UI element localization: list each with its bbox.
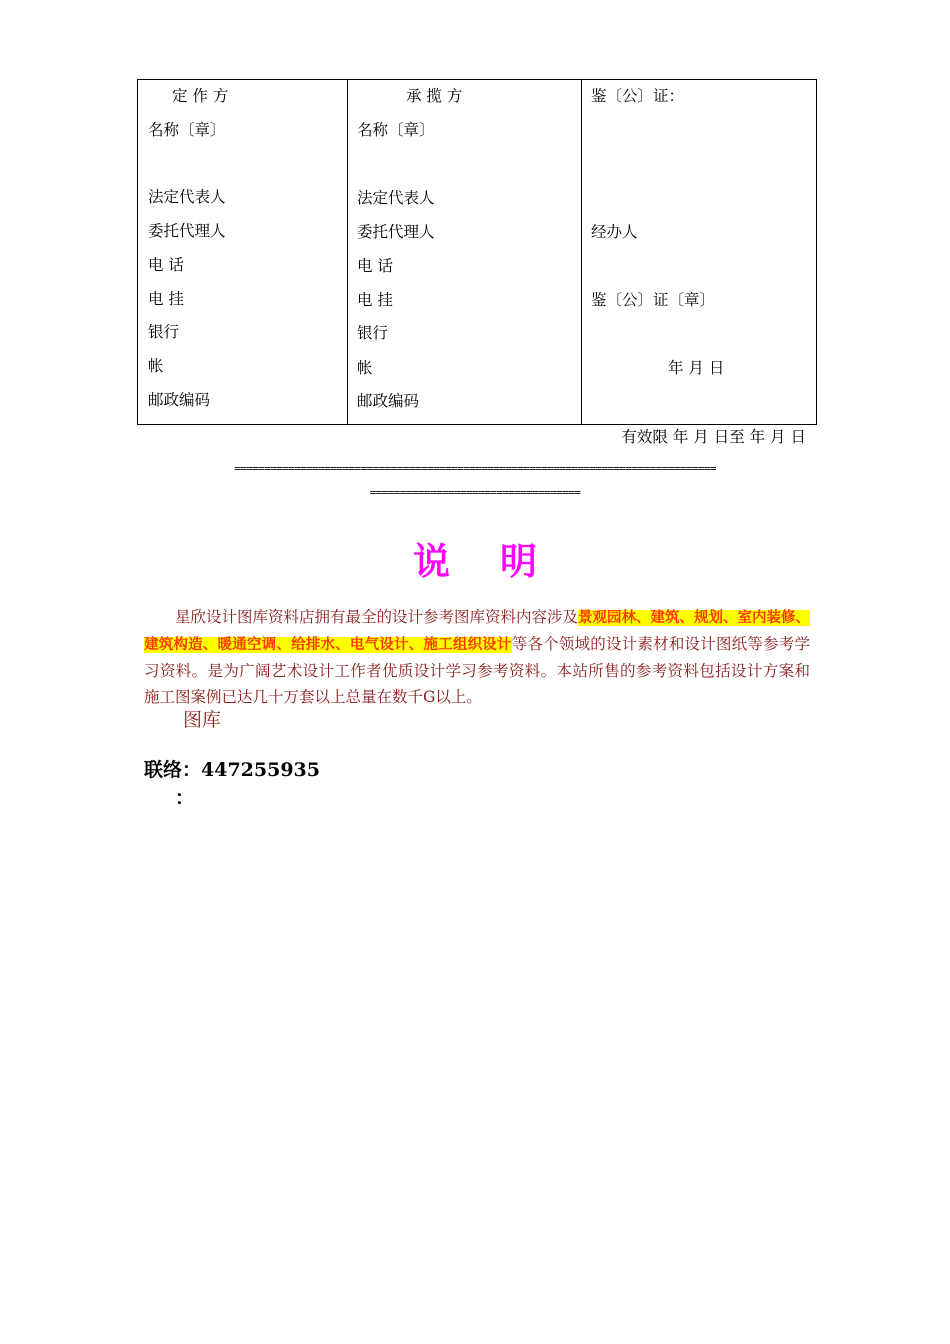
party-a-account: 帐 xyxy=(148,357,164,375)
notice-rest: 等各个领域的设计素材和设计图纸等参考学习资料。是为广阔艺术设计工作者优质设计学习参考资料。本站所售的参考资料包括设计方案和施工图案例已达几十万套以上总量在数千G以上。 xyxy=(144,635,810,706)
party-b-postal: 邮政编码 xyxy=(357,392,420,410)
party-a-legal-rep: 法定代表人 xyxy=(148,188,226,206)
party-b-legal-rep: 法定代表人 xyxy=(357,189,435,207)
party-a-telegram: 电 挂 xyxy=(148,290,184,308)
party-a-phone: 电 话 xyxy=(148,256,184,274)
party-b-header: 承 揽 方 xyxy=(406,87,463,105)
validity-period: 有效限 年 月 日至 年 月 日 xyxy=(621,428,806,446)
party-b-phone: 电 话 xyxy=(357,257,393,275)
party-b-bank: 银行 xyxy=(357,324,389,342)
notary-date: 年 月 日 xyxy=(668,359,725,377)
separator-line-2: =================================== xyxy=(369,486,581,499)
tuku-label: 图库 xyxy=(183,709,222,731)
party-b-name: 名称〔章〕 xyxy=(357,121,435,139)
notice-intro: 星欣设计图库资料店拥有最全的设计参考图库资料内容涉及 xyxy=(175,608,579,626)
notary-handler: 经办人 xyxy=(591,223,638,241)
notice-highlight: 景观园林、建筑、规划、室内装修、建筑构造、暖通空调、给排水、电气设计、施工组织设计 xyxy=(144,610,811,653)
party-a-postal: 邮政编码 xyxy=(148,391,211,409)
party-a-cell xyxy=(138,80,348,425)
notice-paragraph xyxy=(144,604,810,710)
party-a-name: 名称〔章〕 xyxy=(148,121,226,139)
trailing-colon: ： xyxy=(175,787,195,809)
signature-table xyxy=(137,79,817,425)
notary-header: 鉴〔公〕证： xyxy=(591,87,685,105)
party-a-header: 定 作 方 xyxy=(172,87,229,105)
separator-line-1: ================================================================================ xyxy=(234,462,716,475)
contact-info: 联络：447255935 xyxy=(144,759,320,781)
notary-seal: 鉴〔公〕证〔章〕 xyxy=(591,291,716,309)
party-a-bank: 银行 xyxy=(148,323,180,341)
party-b-account: 帐 xyxy=(357,359,373,377)
party-b-cell xyxy=(348,80,582,425)
notary-cell xyxy=(582,80,817,425)
party-a-agent: 委托代理人 xyxy=(148,222,226,240)
party-b-telegram: 电 挂 xyxy=(357,291,393,309)
notice-title: 说明 xyxy=(413,540,587,583)
party-b-agent: 委托代理人 xyxy=(357,223,435,241)
